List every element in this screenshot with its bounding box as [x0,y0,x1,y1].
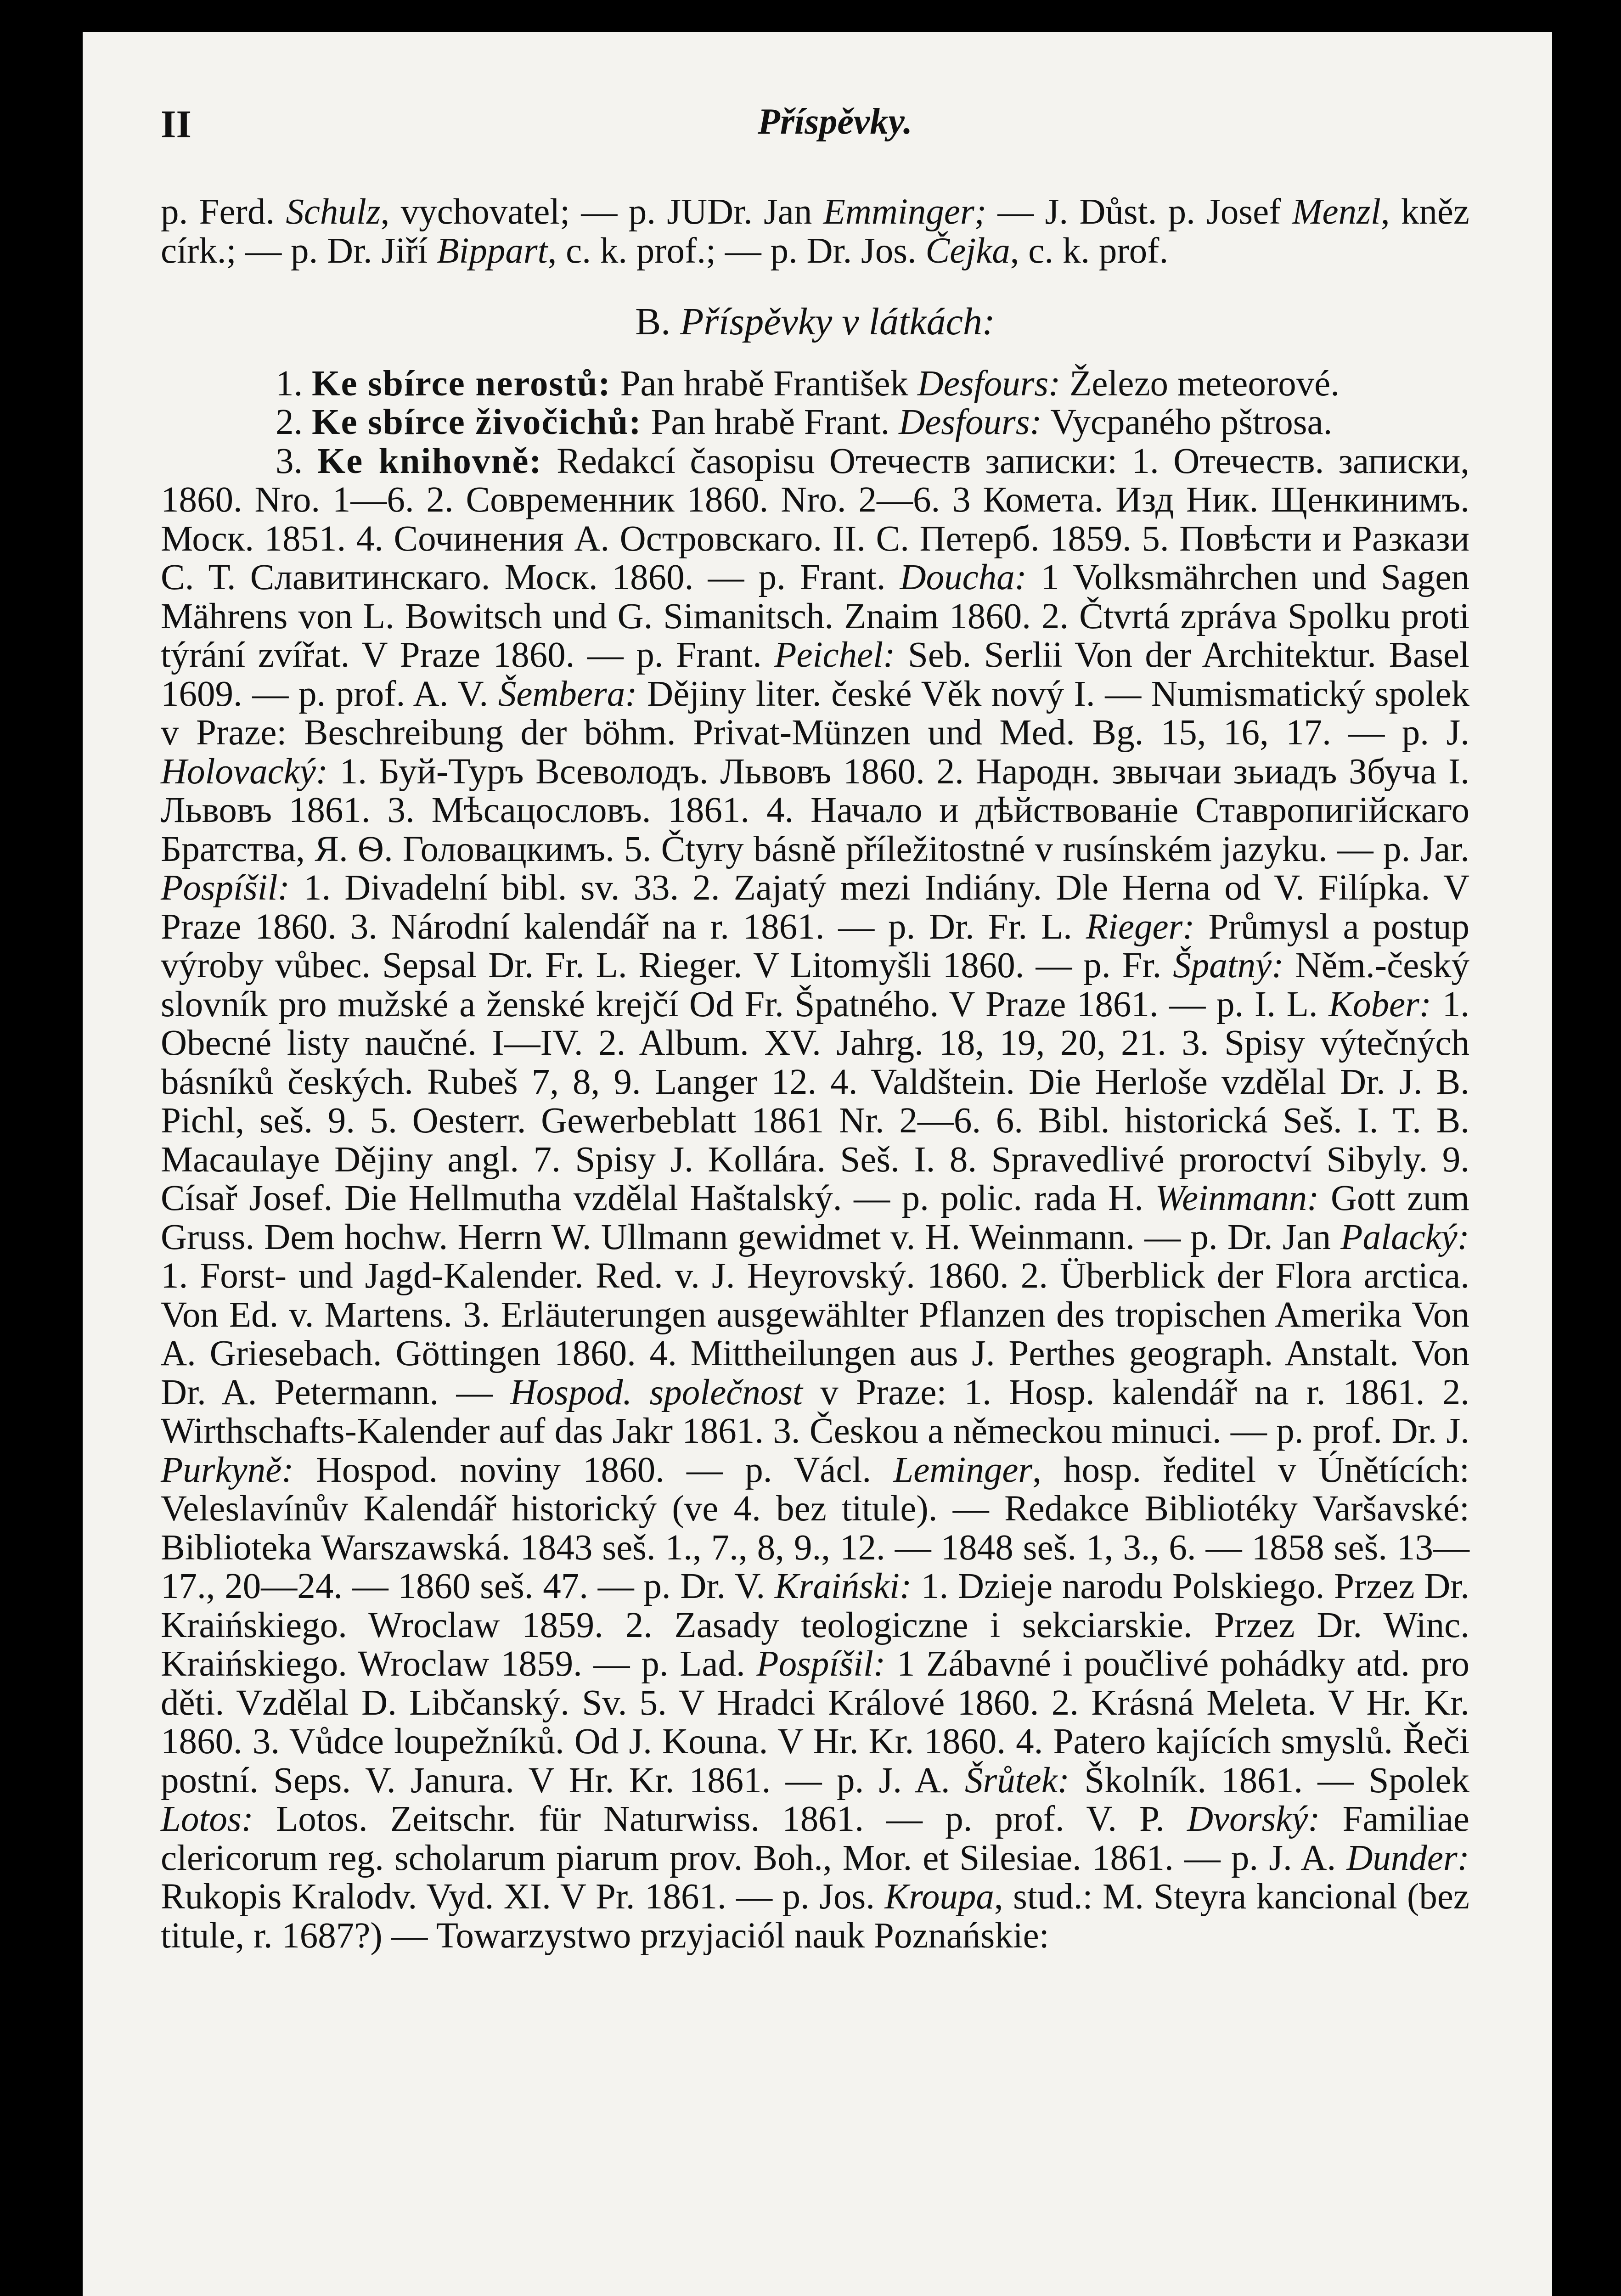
page-header [161,83,1469,156]
donor-list-paragraph: p. Ferd. Schulz, vychovatel; — p. JUDr. Jan Emminger; — J. Důst. p. Josef Menzl, kněz círk.; — p. Dr. Jiří Bippart, c. k. prof.; — p. Dr. Jos. Čejka, c. k. prof. [161,192,1469,271]
item-animals: 2. Ke sbírce živočichů: Pan hrabě Frant. Desfours: Vycpaného pštrosa. [276,402,1333,442]
body-text [161,193,1469,1955]
item-library: 3. Ke knihovně: Redakcí časopisu Отечеств записки: 1. Отечеств. записки, 1860. Nro. 1—6. 2. Современник 1860. Nro. 2—6. 3 Комета. Изд Ник. Щенкинимъ. Моск. 1851. 4. Сочинения А. Островскаго. II. С. Петерб. 1859. 5. Повѣсти и Разкази С. Т. Славитинскаго. Моск. 1860. — p. Frant. Doucha: 1 Volksmährchen und Sagen Mährens von L. Bowitsch und G. Simanitsch. Znaim 1860. 2. Čtvrtá zpráva Spolku proti týrání zvířat. V Praze 1860. — p. Frant. Peichel: Seb. Serlii Von der Architektur. Basel 1609. — p. prof. A. V. Šembera: Dějiny liter. české Věk nový I. — Numismatický spolek v Praze: Beschreibung der böhm. Privat-Münzen und Med. Bg. 15, 16, 17. — p. J. Holovacký: 1. Буй-Туръ Всеволодъ. Львовъ 1860. 2. Народн. звычаи зьиадъ Збуча I. Львовъ 1861. 3. Мѣсацословъ. 1861. 4. Начало и дѣйствованіе Ставропигійскаго Братства, Я. Ѳ. Головацкимъ. 5. Čtyry básně příležitostné v rusínském jazyku. — p. Jar. Pospíšil: 1. Divadelní bibl. sv. 33. 2. Zajatý mezi Indiány. Dle Herna od V. Filípka. V Praze 1860. 3. Národní kalendář na r. 1861. — p. Dr. Fr. L. Rieger: Průmysl a postup výroby vůbec. Sepsal Dr. Fr. L. Rieger. V Litomyšli 1860. — p. Fr. Špatný: Něm.-český slovník pro mužské a ženské krejčí Od Fr. Špatného. V Praze 1861. — p. I. L. Kober: 1. Obecné listy naučné. I—IV. 2. Album. XV. Jahrg. 18, 19, 20, 21. 3. Spisy výtečných básníků českých. Rubeš 7, 8, 9. Langer 12. 4. Valdštein. Die Herloše vzdělal Dr. J. B. Pichl, seš. 9. 5. Oesterr. Gewerbeblatt 1861 Nr. 2—6. 6. Bibl. historická Seš. I. T. B. Macaulaye Dějiny angl. 7. Spisy J. Kollára. Seš. I. 8. Spravedlivé proroctví Sibyly. 9. Císař Josef. Die Hellmutha vzdělal Haštalský. — p. polic. rada H. Weinmann: Gott zum Gruss. Dem hochw. Herrn W. Ullmann gewidmet v. H. Weinmann. — p. Dr. Jan Palacký: 1. Forst- und Jagd-Kalender. Red. v. J. Heyrovský. 1860. 2. Überblick der Flora arctica. Von Ed. v. Martens. 3. Erläuterungen ausgewählter Pflanzen des tropischen Amerika Von A. Griesebach. Göttingen 1860. 4. Mittheilungen aus J. Perthes geograph. Anstalt. Von Dr. A. Petermann. — Hospod. společnost v Praze: 1. Hosp. kalendář na r. 1861. 2. Wirthschafts-Kalender auf das Jakr 1861. 3. Českou a německou minuci. — p. prof. Dr. J. Purkyně: Hospod. noviny 1860. — p. Václ. Leminger, hosp. ředitel v Únětících: Veleslavínův Kalendář historický (ve 4. bez titule). — Redakce Bibliotéky Varšavské: Biblioteka Warszawská. 1843 seš. 1., 7., 8, 9., 12. — 1848 seš. 1, 3., 6. — 1858 seš. 13—17., 20—24. — 1860 seš. 47. — p. Dr. V. Kraiński: 1. Dzieje narodu Polskiego. Przez Dr. Kraińskiego. Wroclaw 1859. 2. Zasady teologiczne i sekciarskie. Przez Dr. Winc. Kraińskiego. Wroclaw 1859. — p. Lad. Pospíšil: 1 Zábavné i poučlivé pohádky atd. pro děti. Vzdělal D. Libčanský. Sv. 5. V Hradci Králové 1860. 2. Krásná Meleta. V Hr. Kr. 1860. 3. Vůdce loupežníků. Od J. Kouna. V Hr. Kr. 1860. 4. Patero kajících smyslů. Řeči postní. Seps. V. Janura. V Hr. Kr. 1861. — p. J. A. Šrůtek: Školník. 1861. — Spolek Lotos: Lotos. Zeitschr. für Naturwiss. 1861. — p. prof. V. P. Dvorský: Familiae clericorum reg. scholarum piarum prov. Boh., Mor. et Silesiae. 1861. — p. J. A. Dunder: Rukopis Kralodv. Vyd. XI. V Pr. 1861. — p. Jos. Kroupa, stud.: M. Steyra kancional (bez titule, r. 1687?) — Towarzystwo przyjaciól nauk Poznańskie: [161,441,1470,1956]
item-minerals: 1. Ke sbírce nerostů: Pan hrabě František Desfours: Železo meteorové. [276,363,1340,404]
page-number: II [161,102,191,146]
section-heading: B. Příspěvky v látkách: [635,300,995,343]
running-title: Příspěvky. [758,101,912,142]
